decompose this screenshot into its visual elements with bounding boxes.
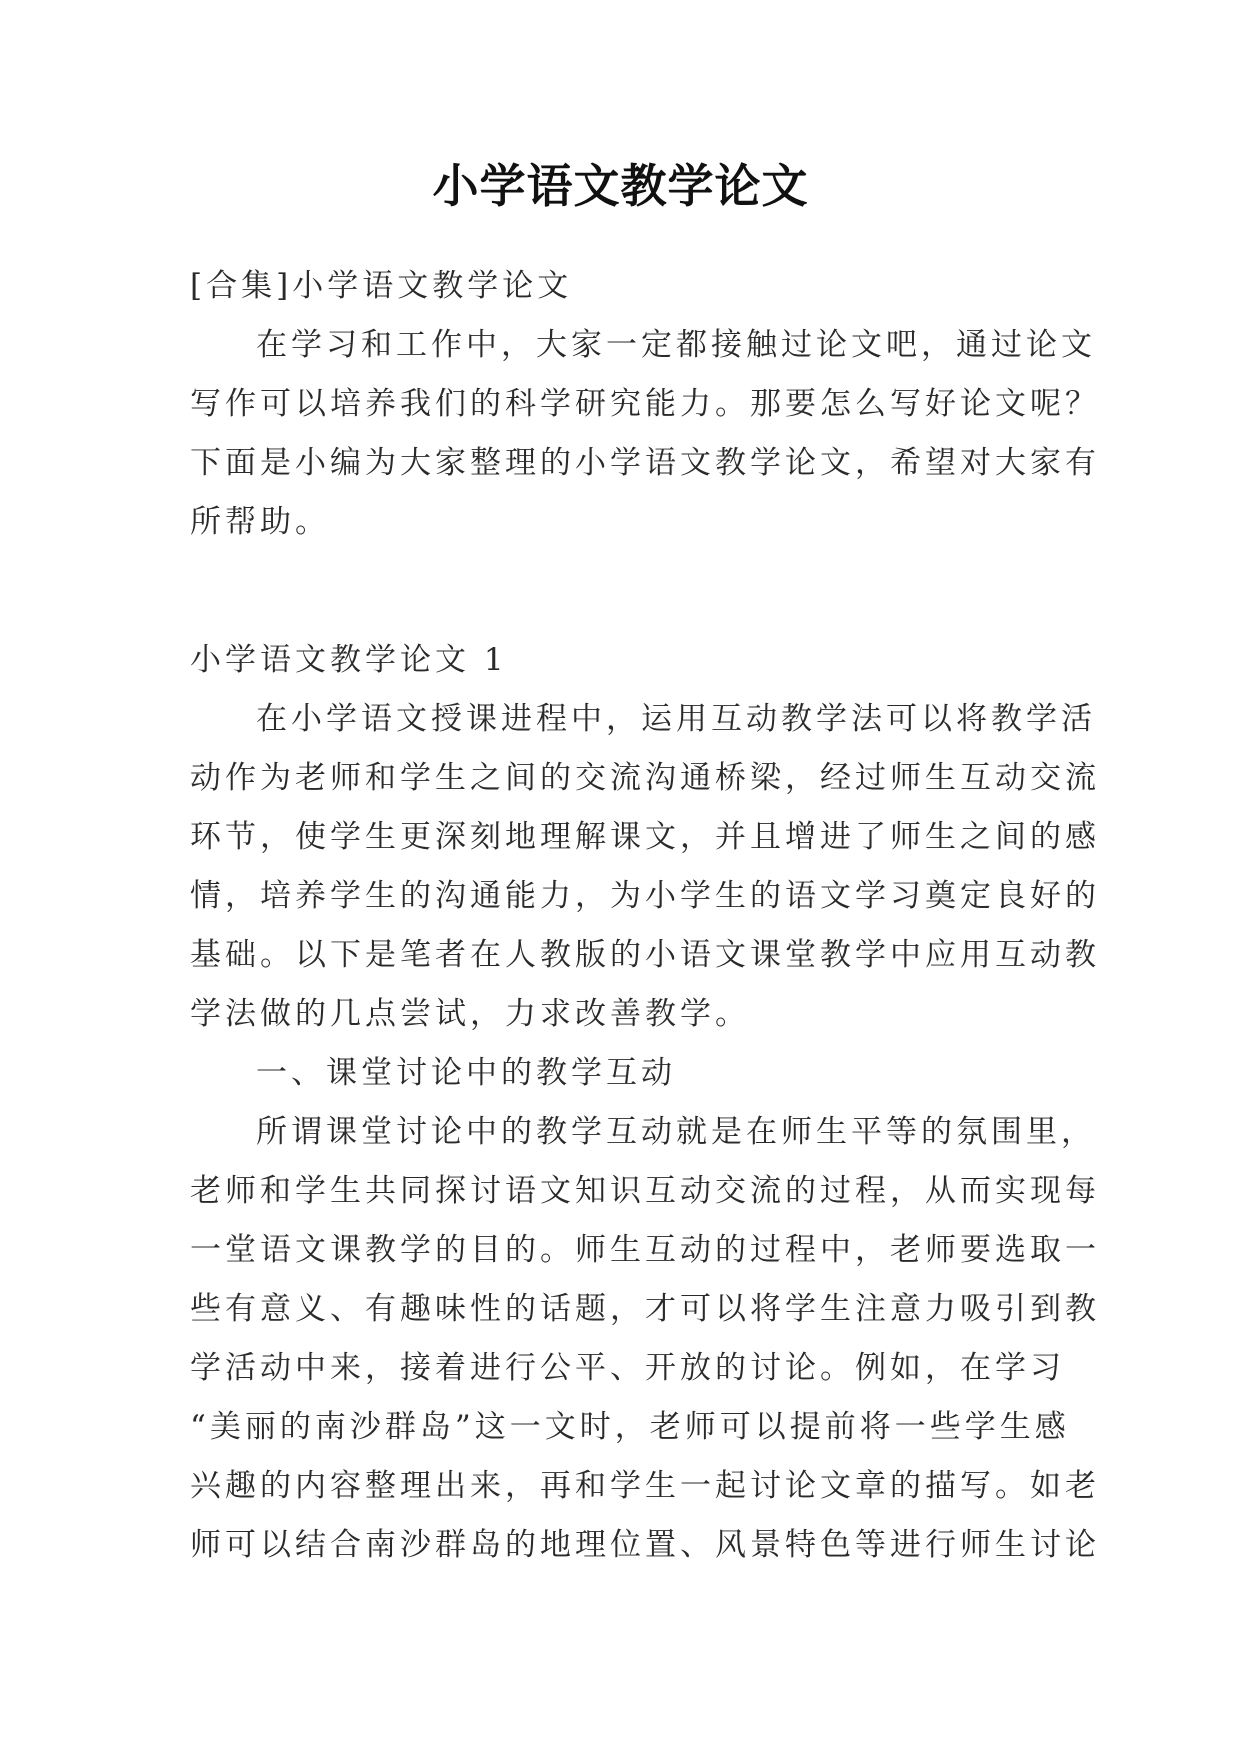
paragraph-line: 一堂语文课教学的目的。师生互动的过程中，老师要选取一 — [190, 1232, 1100, 1268]
paragraph-line: 学法做的几点尝试，力求改善教学。 — [190, 996, 750, 1032]
intro-line: 下面是小编为大家整理的小学语文教学论文，希望对大家有 — [190, 445, 1100, 481]
intro-line: 在学习和工作中，大家一定都接触过论文吧，通过论文 — [256, 327, 1096, 363]
paragraph-line: 老师和学生共同探讨语文知识互动交流的过程，从而实现每 — [190, 1173, 1100, 1209]
paragraph-line: 环节，使学生更深刻地理解课文，并且增进了师生之间的感 — [190, 819, 1100, 855]
paragraph-line: 所谓课堂讨论中的教学互动就是在师生平等的氛围里， — [256, 1114, 1096, 1150]
document-title: 小学语文教学论文 — [432, 159, 809, 213]
paragraph-line: 些有意义、有趣味性的话题，才可以将学生注意力吸引到教 — [190, 1291, 1100, 1327]
paragraph-line: 师可以结合南沙群岛的地理位置、风景特色等进行师生讨论 — [190, 1527, 1100, 1563]
paragraph-line: 情，培养学生的沟通能力，为小学生的语文学习奠定良好的 — [190, 878, 1100, 914]
paragraph-line: 兴趣的内容整理出来，再和学生一起讨论文章的描写。如老 — [190, 1468, 1100, 1504]
intro-line: 所帮助。 — [190, 504, 330, 540]
paragraph-line: 动作为老师和学生之间的交流沟通桥梁，经过师生互动交流 — [190, 760, 1100, 796]
intro-block — [190, 257, 1100, 552]
paragraph-line: “美丽的南沙群岛”这一文时，老师可以提前将一些学生感 — [190, 1409, 1070, 1445]
paragraph-line: 学活动中来，接着进行公平、开放的讨论。例如，在学习 — [190, 1350, 1065, 1386]
section-heading: 小学语文教学论文 1 — [190, 642, 508, 678]
paragraph-line: 基础。以下是笔者在人教版的小语文课堂教学中应用互动教 — [190, 937, 1100, 973]
sub-heading: 一、课堂讨论中的教学互动 — [256, 1055, 676, 1091]
paragraph-line: 在小学语文授课进程中，运用互动教学法可以将教学活 — [256, 701, 1096, 737]
section-1 — [190, 631, 1100, 1575]
intro-line: 写作可以培养我们的科学研究能力。那要怎么写好论文呢？ — [190, 386, 1100, 422]
subtitle: [合集]小学语文教学论文 — [190, 268, 573, 304]
